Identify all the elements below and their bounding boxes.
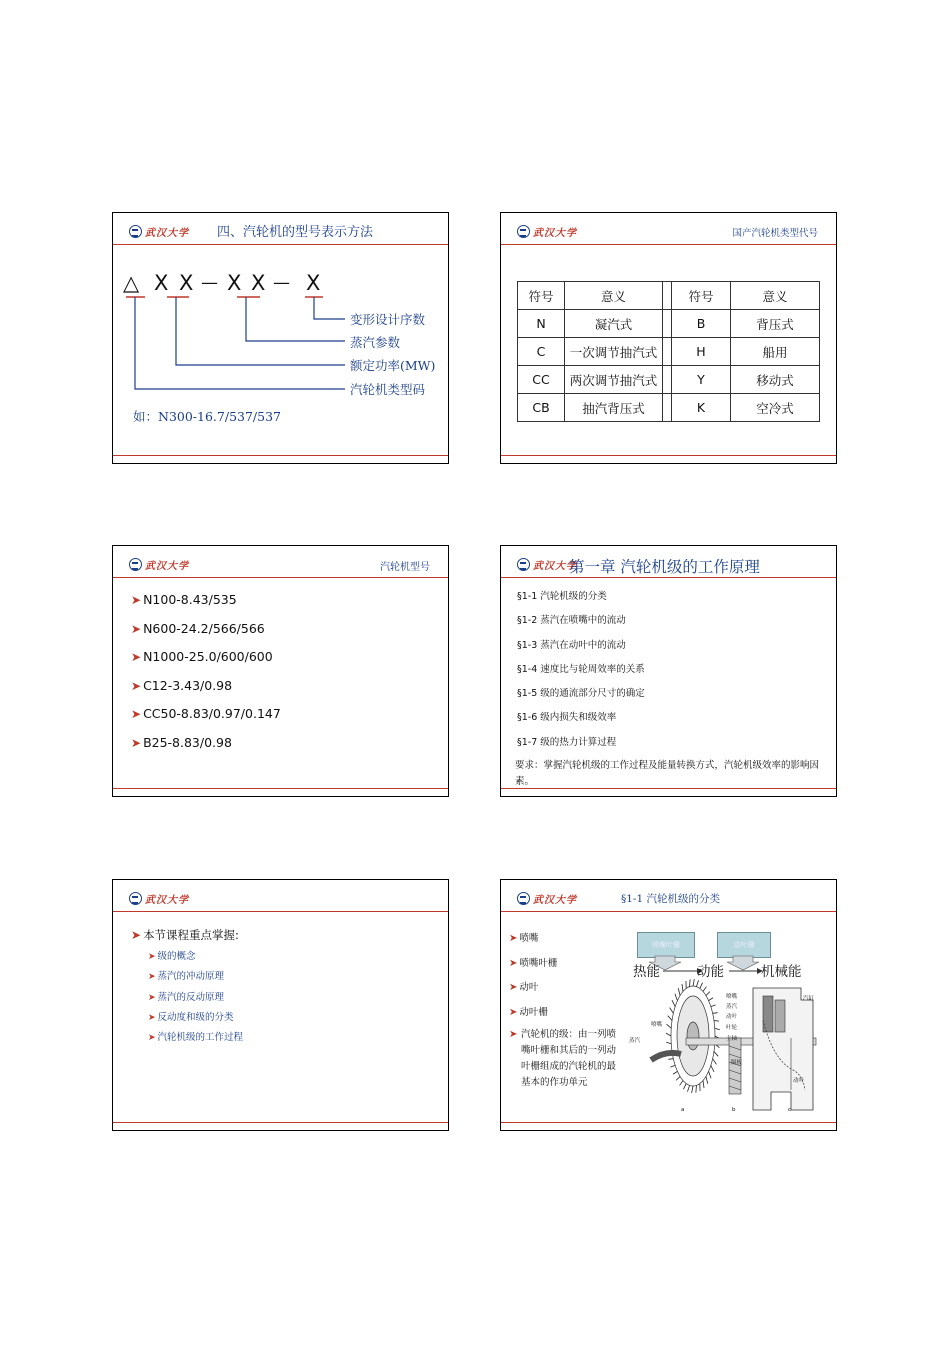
footer-divider	[113, 788, 448, 789]
requirement-text: 要求：掌握汽轮机级的工作过程及能量转换方式，汽轮机级效率的影响因素。	[515, 760, 820, 787]
wheel-blade	[711, 1065, 714, 1071]
table-cell: Y	[672, 366, 731, 394]
wheel-blade	[713, 1013, 718, 1014]
heading-text: 本节课程重点掌握:	[143, 928, 239, 942]
diagram-label: 隔板	[731, 1060, 743, 1066]
table-cell: B	[672, 310, 731, 338]
list-item	[148, 948, 243, 968]
university-logo	[517, 223, 577, 239]
wheel-blade	[670, 1008, 674, 1014]
arrow-bullet-icon: ➤	[148, 952, 156, 962]
table-cell: 两次调节抽汽式	[565, 366, 663, 394]
footer-divider	[501, 788, 836, 789]
list-item-text: N1000-25.0/600/600	[143, 649, 273, 664]
slide-model-notation	[112, 212, 449, 464]
box-label: 动叶栅	[733, 941, 755, 949]
list-item	[148, 989, 243, 1009]
wheel-blade	[680, 1081, 683, 1086]
list-item-text: N600-24.2/566/566	[143, 620, 265, 636]
table-header: 意义	[731, 282, 820, 310]
wheel-blade	[683, 1084, 686, 1090]
list-item: §1-6 级内损失和级效率	[517, 712, 617, 724]
wheel-blade	[670, 1065, 675, 1067]
diagram-label: 喷嘴	[651, 1022, 663, 1028]
list-item-text: 喷嘴	[519, 933, 539, 944]
list-item: §1-2 蒸汽在喷嘴中的流动	[517, 615, 626, 627]
list-item	[148, 1029, 243, 1049]
code-char: —	[201, 273, 218, 293]
table-cell: H	[672, 338, 731, 366]
wheel-blade	[706, 1076, 708, 1083]
model-list	[131, 592, 281, 763]
code-char: —	[273, 273, 290, 293]
key-points-heading	[131, 927, 239, 943]
wheel-blade	[696, 980, 698, 986]
logo-text: 武汉大学	[533, 227, 577, 239]
list-item-text: CC50-8.83/0.97/0.147	[143, 706, 281, 721]
university-emblem-icon	[129, 892, 142, 905]
arrow-bullet-icon: ➤	[509, 982, 518, 993]
table-header: 意义	[565, 282, 663, 310]
arrow-bullet-icon: ➤	[148, 992, 156, 1003]
table-row	[518, 310, 820, 338]
arrow-bullet-icon: ➤	[131, 650, 142, 664]
table-header: 符号	[672, 282, 731, 310]
diagram-label: 蒸汽	[629, 1038, 641, 1044]
list-item: §1-5 级的通流部分尺寸的确定	[517, 688, 645, 700]
list-item: §1-3 蒸汽在动叶中的流动	[517, 639, 626, 651]
wheel-blade	[682, 984, 683, 991]
table-cell: N	[518, 310, 565, 338]
table-row	[518, 394, 820, 422]
arrow-bullet-icon: ➤	[131, 678, 142, 693]
turbine-stage-diagram	[501, 880, 838, 1132]
table-cell: CB	[518, 394, 565, 422]
wheel-blade	[714, 1051, 718, 1056]
slide-title: 国产汽轮机类型代号	[732, 228, 818, 239]
slide-chapter-outline	[500, 545, 837, 797]
university-emblem-icon	[517, 558, 530, 571]
wheel-blade	[687, 1085, 689, 1091]
wheel-blade	[696, 1085, 697, 1092]
code-label: 额定功率(MW)	[350, 358, 436, 373]
arrow-bullet-icon: ➤	[131, 928, 142, 942]
code-char: X	[154, 271, 169, 295]
diagram-part-label: a	[681, 1107, 685, 1113]
footer-divider	[501, 455, 836, 456]
wheel-blade	[711, 1005, 716, 1007]
diagram-label: 动叶	[793, 1078, 805, 1084]
section-list	[517, 588, 645, 758]
wheel-blade	[692, 1086, 693, 1093]
type-code-table	[517, 281, 820, 422]
table-spacer	[663, 310, 672, 338]
logo-text: 武汉大学	[145, 560, 189, 572]
code-char: X	[251, 271, 266, 295]
box-label: 喷嘴叶栅	[652, 941, 680, 949]
arrow-bullet-icon: ➤	[131, 707, 142, 721]
university-logo	[129, 890, 189, 906]
slide-model-examples	[112, 545, 449, 797]
list-item	[131, 706, 281, 735]
slide-title: §1-1 汽轮机级的分类	[621, 893, 720, 905]
table-spacer	[663, 282, 672, 310]
slide-title: 第一章 汽轮机级的工作原理	[569, 558, 760, 576]
list-item	[148, 968, 243, 988]
arrow-bullet-icon: ➤	[131, 593, 142, 607]
table-cell: 凝汽式	[565, 310, 663, 338]
code-label: 蒸汽参数	[350, 335, 401, 350]
example-text: 如：N300-16.7/537/537	[133, 409, 281, 424]
list-item-text: 级的概念	[157, 951, 196, 962]
table-cell: 背压式	[731, 310, 820, 338]
wheel-blade	[713, 1059, 717, 1065]
diagram-label: 喷嘴	[726, 994, 738, 1000]
footer-divider	[113, 455, 448, 456]
list-item	[131, 621, 281, 650]
arrow-bullet-icon: ➤	[509, 957, 518, 969]
list-item-text: 蒸汽的反动原理	[157, 991, 225, 1003]
list-item-text: 反动度和级的分类	[157, 1011, 234, 1023]
logo-text: 武汉大学	[145, 227, 189, 239]
arrow-bullet-icon: ➤	[148, 1012, 156, 1023]
wheel-blade	[700, 983, 703, 989]
list-item-text: N100-8.43/535	[143, 592, 237, 607]
footer-divider	[113, 1122, 448, 1123]
table-spacer	[663, 338, 672, 366]
wheel-blade	[715, 1028, 720, 1030]
header-divider	[113, 911, 448, 912]
list-item	[131, 592, 281, 621]
wheel-blade	[703, 1081, 704, 1088]
table-header-row	[518, 282, 820, 310]
table-spacer	[663, 366, 672, 394]
diagram-label: 汽缸	[803, 996, 815, 1002]
table-cell: CC	[518, 366, 565, 394]
wheel-blade	[714, 1021, 719, 1022]
wheel-blade	[709, 1071, 712, 1078]
wheel-blade	[676, 1076, 680, 1080]
wheel-blade	[693, 979, 694, 986]
university-emblem-icon	[129, 558, 142, 571]
table-row	[518, 338, 820, 366]
list-item-text: 蒸汽的冲动原理	[157, 971, 225, 983]
list-item-text: B25-8.83/0.98	[143, 734, 232, 750]
code-char: X	[179, 271, 194, 295]
slide-title: 汽轮机型号	[380, 562, 430, 573]
arrow-bullet-icon: ➤	[509, 933, 518, 944]
logo-text: 武汉大学	[533, 894, 577, 906]
list-item: §1-7 级的热力计算过程	[517, 736, 617, 748]
code-char: X	[306, 271, 321, 295]
arrow-bullet-icon: ➤	[509, 1006, 518, 1018]
table-cell: 船用	[731, 338, 820, 366]
arrow-bullet-icon: ➤	[131, 621, 142, 636]
energy-flow-heat: 热能	[633, 964, 660, 980]
table-row	[518, 366, 820, 394]
code-char: X	[227, 271, 242, 295]
wheel-blade	[667, 1024, 672, 1028]
footer-divider	[501, 1122, 836, 1123]
list-item-text: 喷嘴叶栅	[519, 957, 558, 969]
wheel-blade	[668, 1016, 672, 1021]
list-item	[131, 735, 281, 764]
list-item-text: C12-3.43/0.98	[143, 677, 233, 693]
code-label: 变形设计序数	[350, 312, 426, 327]
arrow-bullet-icon: ➤	[148, 972, 156, 983]
definition-text: 汽轮机的级：由一列喷嘴叶栅和其后的一列动叶栅组成的汽轮机的最基本的作功单元	[521, 1029, 617, 1088]
slide-title: 四、汽轮机的型号表示方法	[217, 225, 374, 240]
diagram-part-label: b	[732, 1107, 736, 1113]
list-item-text: 汽轮机级的工作过程	[157, 1032, 244, 1044]
key-points-list	[148, 948, 243, 1049]
diagram-label: 蒸汽	[726, 1004, 738, 1010]
diagram-label: 动叶	[726, 1014, 738, 1020]
wheel-blade	[703, 987, 706, 992]
wheel-blade	[706, 992, 710, 996]
code-label: 汽轮机类型码	[350, 382, 426, 397]
header-divider	[113, 577, 448, 578]
diagram-label: 叶轮	[726, 1025, 738, 1031]
logo-text: 武汉大学	[145, 894, 189, 906]
wheel-blade	[666, 1042, 671, 1044]
list-item-text: 动叶	[519, 982, 539, 993]
table-cell: 空冷式	[731, 394, 820, 422]
table-spacer	[663, 394, 672, 422]
energy-flow-mechanical: 机械能	[761, 964, 802, 980]
energy-flow-kinetic: 动能	[697, 964, 724, 980]
header-divider	[501, 244, 836, 245]
header-divider	[501, 577, 836, 578]
table-header: 符号	[518, 282, 565, 310]
list-item: §1-1 汽轮机级的分类	[517, 591, 607, 602]
wheel-blade	[672, 1000, 675, 1006]
arrow-bullet-icon: ➤	[148, 1033, 156, 1044]
table-cell: K	[672, 394, 731, 422]
university-logo	[517, 556, 577, 572]
university-emblem-icon	[517, 225, 530, 238]
arrow-bullet-icon: ➤	[509, 1029, 518, 1040]
table-cell: C	[518, 338, 565, 366]
wheel-blade	[678, 988, 680, 995]
logo-text: 武汉大学	[533, 560, 577, 572]
wheel-blade	[666, 1033, 671, 1036]
slide-type-codes	[500, 212, 837, 464]
wheel-blade	[668, 1059, 673, 1060]
table-cell: 移动式	[731, 366, 820, 394]
arrow-bullet-icon: ➤	[131, 735, 142, 750]
table-cell: 一次调节抽汽式	[565, 338, 663, 366]
diagram-label: 主轴	[726, 1036, 738, 1042]
wheel-blade	[690, 979, 691, 986]
wheel-blade	[673, 1071, 677, 1074]
university-logo	[129, 556, 189, 572]
list-item-text: 动叶栅	[519, 1006, 548, 1018]
code-char: △	[123, 271, 140, 295]
slide-key-points	[112, 879, 449, 1131]
list-item	[131, 649, 281, 678]
table-cell: 抽汽背压式	[565, 394, 663, 422]
list-item	[131, 678, 281, 707]
list-item: §1-4 速度比与轮周效率的关系	[517, 663, 645, 675]
wheel-blade	[675, 994, 678, 1001]
slide-stage-classification	[500, 879, 837, 1131]
wheel-blade	[709, 998, 713, 1001]
diagram-part-label: c	[788, 1107, 792, 1113]
list-item	[148, 1009, 243, 1029]
